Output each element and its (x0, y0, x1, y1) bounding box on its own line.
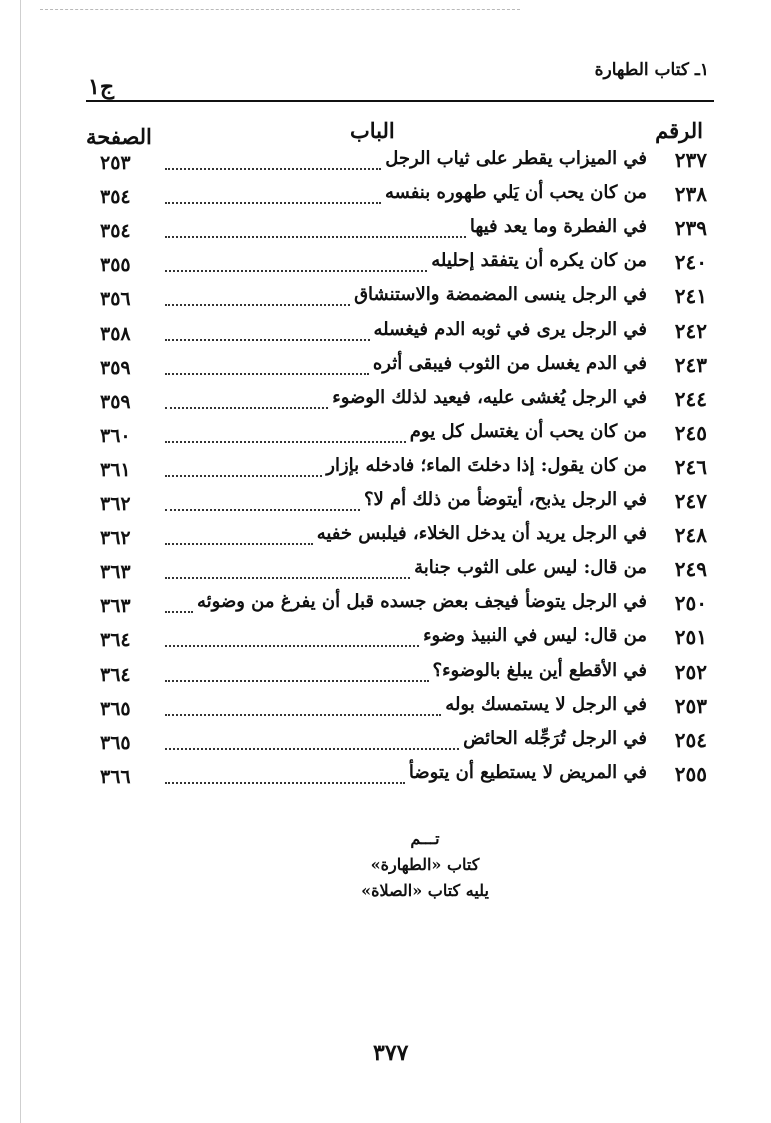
entry-page: ٣٦٥ (100, 731, 131, 754)
entry-number: ٢٤٢ (674, 318, 707, 343)
dot-leader (165, 509, 360, 511)
entry-page: ٢٥٣ (100, 152, 131, 174)
dot-leader (165, 441, 406, 443)
entry-page: ٣٦٣ (100, 595, 131, 618)
ending-note (300, 826, 550, 904)
toc-row (0, 455, 771, 489)
dot-leader (165, 748, 459, 750)
toc-row (0, 319, 771, 353)
top-dashed-line (40, 9, 520, 10)
dot-leader (165, 236, 466, 238)
toc-row (0, 762, 771, 796)
entry-number: ٢٥١ (674, 625, 707, 650)
entry-page: ٣٦٣ (100, 561, 131, 584)
toc-row (0, 421, 771, 455)
dot-leader (165, 611, 193, 613)
entry-page: ٣٦٢ (100, 493, 131, 515)
dot-leader (165, 373, 369, 375)
header-rule (86, 100, 714, 102)
entry-page: ٣٦٤ (100, 629, 131, 652)
dot-leader (165, 782, 405, 784)
entry-number: ٢٤٨ (674, 523, 707, 548)
entry-number: ٢٤٦ (674, 454, 707, 479)
entry-number: ٢٤٠ (674, 250, 707, 275)
entry-number: ٢٤٧ (674, 489, 707, 513)
page-number: ٣٧٧ (373, 1040, 409, 1066)
entry-number: ٢٥٠ (674, 591, 707, 616)
entry-title: من كان يحب أن يَلي طهوره بنفسه (384, 182, 647, 204)
entry-page: ٣٦٢ (100, 527, 131, 550)
entry-page: ٣٥٤ (100, 186, 131, 209)
toc-row (0, 182, 771, 216)
entry-title: في الرجل يتوضأ فيجف بعض جسده قبل أن يفرغ من وضوئه (196, 591, 647, 613)
entry-page: ٣٥٥ (100, 254, 131, 277)
entry-title: في الرجل يرى في ثوبه الدم فيغسله (373, 318, 647, 340)
toc-row (0, 250, 771, 284)
entry-number: ٢٤٥ (674, 420, 707, 445)
dot-leader (165, 270, 427, 272)
entry-title: من كان يكره أن يتفقد إحليله (431, 250, 647, 272)
entry-title: في الرجل يُغشى عليه، فيعيد لذلك الوضوء (332, 386, 647, 408)
column-header-page: الصفحة (86, 124, 152, 149)
entry-number: ٢٤٣ (674, 352, 707, 377)
entry-title: في الرجل تُرَجِّله الحائض (463, 727, 647, 749)
entry-title: من قال: ليس على الثوب جنابة (414, 557, 647, 579)
entry-page: ٣٦٦ (100, 765, 131, 788)
entry-number: ٢٥٤ (674, 727, 707, 752)
entry-page: ٣٥٦ (100, 288, 131, 311)
dot-leader (165, 168, 381, 170)
ending-next: يليه كتاب «الصلاة» (361, 881, 489, 900)
ending-book: كتاب «الطهارة» (370, 855, 480, 874)
toc-row (0, 625, 771, 659)
entry-title: في المريض لا يستطيع أن يتوضأ (408, 761, 647, 783)
entry-page: ٣٦٠ (100, 424, 131, 447)
dot-leader (165, 577, 410, 579)
entry-title: في الرجل ينسى المضمضة والاستنشاق (354, 284, 647, 306)
dot-leader (165, 202, 381, 204)
dot-leader (165, 475, 322, 477)
entry-page: ٣٥٩ (100, 390, 131, 413)
entry-title: من كان يقول: إذا دخلتَ الماء؛ فادخله بإزار (326, 454, 647, 476)
toc-row (0, 591, 771, 625)
entry-title: في الفطرة وما يعد فيها (469, 216, 647, 238)
entry-number: ٢٥٥ (674, 761, 707, 786)
entry-number: ٢٤٤ (674, 386, 707, 411)
entry-title: في الرجل يريد أن يدخل الخلاء، فيلبس خفيه (316, 523, 647, 545)
dot-leader (165, 304, 350, 306)
entry-page: ٣٥٩ (100, 356, 131, 379)
column-header-number: الرقم (655, 118, 703, 143)
entry-page: ٣٦٤ (100, 663, 131, 686)
entry-title: من قال: ليس في النبيذ وضوء (423, 625, 647, 647)
entry-page: ٣٥٤ (100, 220, 131, 243)
entry-title: في الرجل يذبح، أيتوضأ من ذلك أم لا؟ (363, 489, 647, 510)
entry-page: ٣٦٥ (100, 697, 131, 720)
toc-row (0, 284, 771, 318)
dot-leader (165, 645, 419, 647)
entry-number: ٢٥٢ (674, 659, 707, 684)
volume-label: ج١ (88, 74, 115, 100)
entry-number: ٢٣٨ (674, 182, 707, 207)
toc-row (0, 216, 771, 250)
toc-row (0, 557, 771, 591)
ending-done: تـــم (410, 829, 440, 848)
toc-row (0, 148, 771, 182)
entry-page: ٣٥٨ (100, 322, 131, 345)
entry-number: ٢٣٧ (674, 148, 707, 172)
entry-number: ٢٥٣ (674, 693, 707, 718)
column-header-chapter: الباب (350, 118, 395, 143)
toc-row (0, 353, 771, 387)
entry-title: من كان يحب أن يغتسل كل يوم (409, 420, 647, 442)
entry-title: في الميزاب يقطر على ثياب الرجل (385, 148, 647, 169)
entry-number: ٢٤١ (674, 284, 707, 309)
toc-row (0, 728, 771, 762)
toc-row (0, 489, 771, 523)
toc-row (0, 523, 771, 557)
entry-title: في الرجل لا يستمسك بوله (445, 693, 647, 715)
entry-title: في الدم يغسل من الثوب فيبقى أثره (372, 352, 647, 374)
dot-leader (165, 714, 441, 716)
entry-title: في الأقطع أين يبلغ بالوضوء؟ (432, 659, 647, 681)
dot-leader (165, 543, 313, 545)
entry-number: ٢٤٩ (674, 557, 707, 582)
entry-page: ٣٦١ (100, 458, 131, 481)
toc-row (0, 387, 771, 421)
dot-leader (165, 339, 370, 341)
toc-row (0, 660, 771, 694)
entry-number: ٢٣٩ (674, 216, 707, 241)
toc-row (0, 694, 771, 728)
dot-leader (165, 680, 429, 682)
running-title: ١ـ كتاب الطهارة (594, 60, 709, 80)
dot-leader (165, 407, 328, 409)
